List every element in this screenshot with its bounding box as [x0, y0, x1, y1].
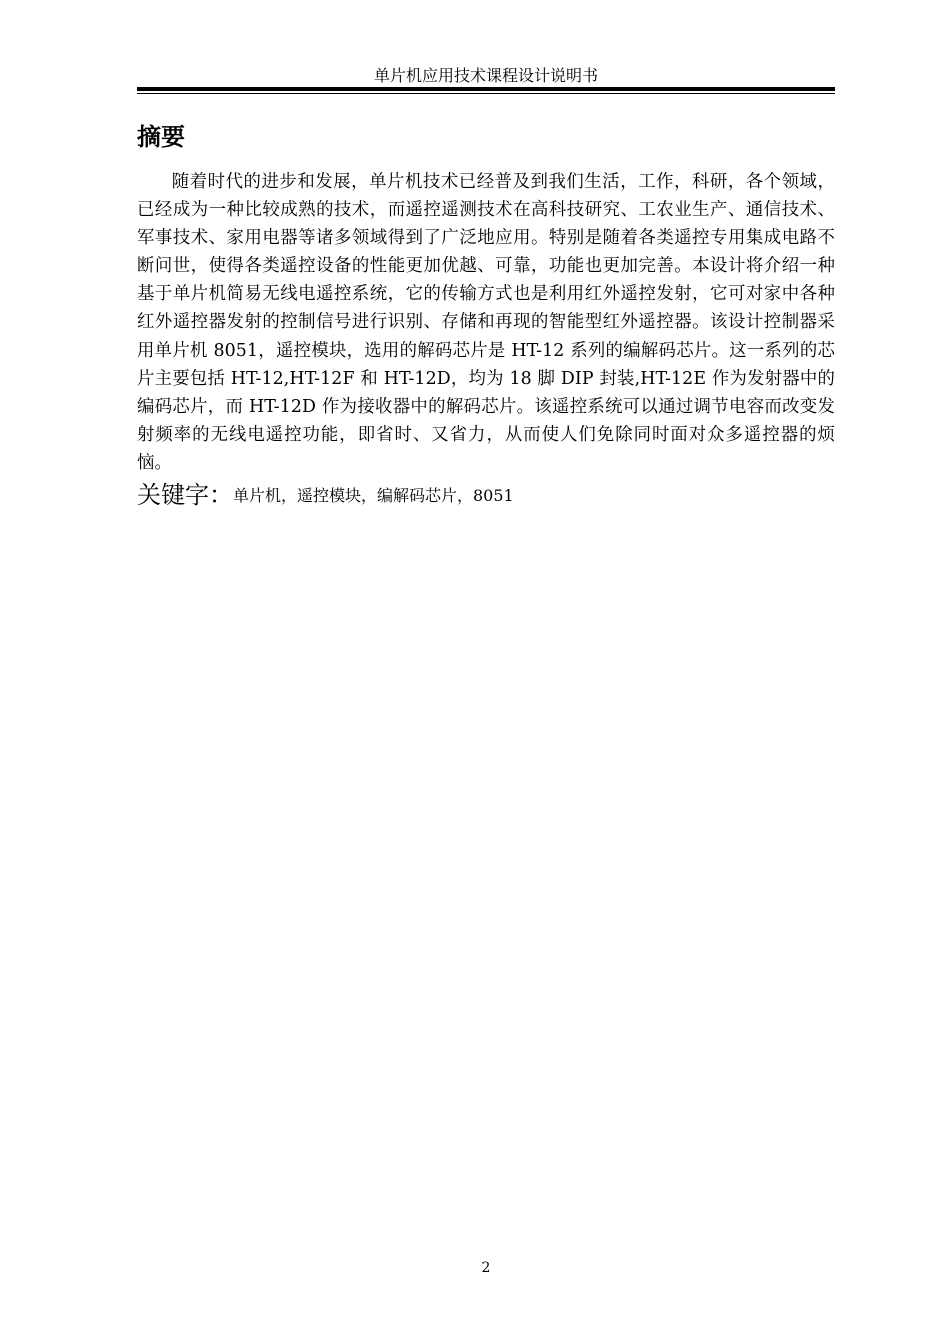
keywords-line: [137, 478, 835, 513]
abstract-body: 随着时代的进步和发展，单片机技术已经普及到我们生活，工作，科研，各个领域，已经成为一种比较成熟的技术，而遥控遥测技术在高科技研究、工农业生产、通信技术、军事技术、家用电器等诸多领域得到了广泛地应用。特别是随着各类遥控专用集成电路不断问世，使得各类遥控设备的性能更加优越、可靠，功能也更加完善。本设计将介绍一种基于单片机简易无线电遥控系统，它的传输方式也是利用红外遥控发射，它可对家中各种红外遥控器发射的控制信号进行识别、存储和再现的智能型红外遥控器。该设计控制器采用单片机 8051，遥控模块，选用的解码芯片是 HT-12 系列的编解码芯片。这一系列的芯片主要包括 HT-12,HT-12F 和 HT-12D，均为 18 脚 DIP 封装,HT-12E 作为发射器中的编码芯片，而 HT-12D 作为接收器中的解码芯片。该遥控系统可以通过调节电容而改变发射频率的无线电遥控功能，即省时、又省力，从而使人们免除同时面对众多遥控器的烦恼。: [137, 172, 835, 473]
running-header-title: 单片机应用技术课程设计说明书: [373, 66, 598, 85]
header-rule-thick: [137, 87, 835, 91]
keywords-label: 关键字：: [137, 481, 233, 509]
abstract-heading: 摘要: [137, 123, 185, 151]
header-rule-thin: [137, 93, 835, 94]
page-number: 2: [481, 1260, 491, 1276]
keywords-value: 单片机，遥控模块，编解码芯片，8051: [233, 486, 514, 505]
